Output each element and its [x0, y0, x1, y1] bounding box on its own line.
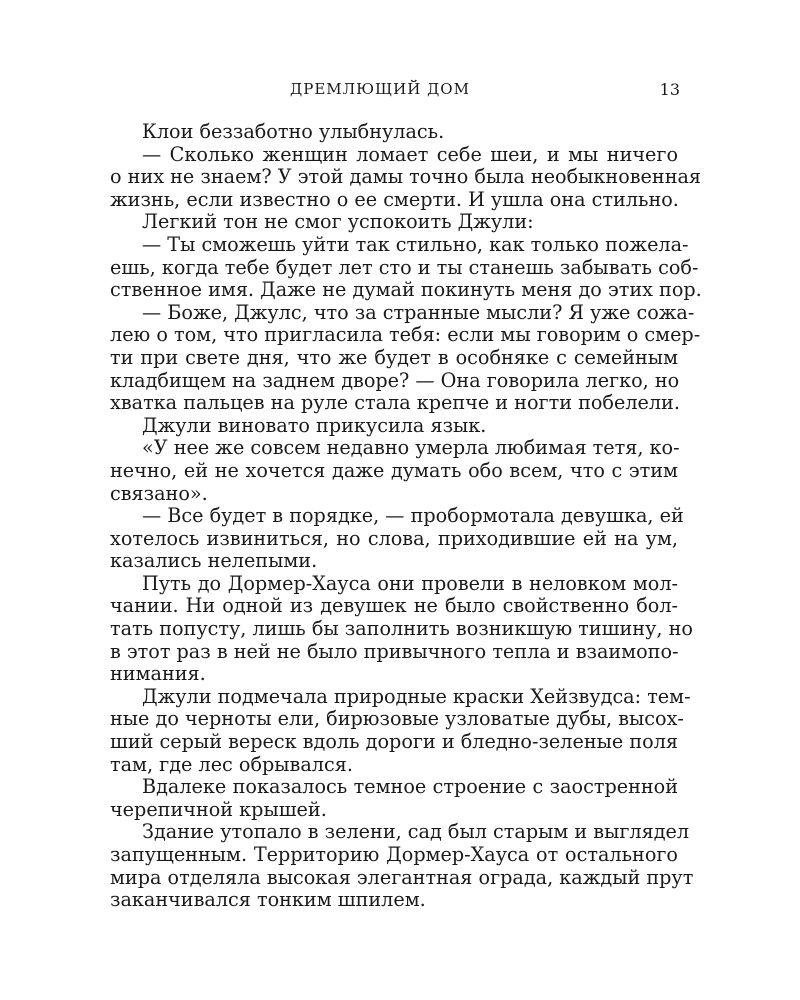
text-line: ешь, когда тебе будет лет сто и ты станешь забывать соб- [110, 255, 699, 279]
text-line: о них не знаем? У этой дамы точно была необыкновенная [110, 165, 702, 189]
running-head [110, 78, 680, 102]
text-line: тать попусту, лишь бы заполнить возникшую тишину, но [110, 617, 693, 641]
text-line: хотелось извиниться, но слова, приходившие ей на ум, [110, 526, 678, 550]
text-line: черепичной крышей. [110, 797, 327, 821]
text-line: кладбищем на заднем дворе? — Она говорила легко, но [110, 368, 680, 392]
text-line: жизнь, если известно о ее смерти. И ушла она стильно. [110, 187, 679, 211]
page-number: 13 [659, 80, 680, 99]
text-line: Джули подмечала природные краски Хейзвудса: тем- [142, 684, 691, 708]
body-text [110, 120, 702, 912]
running-title: ДРЕМЛЮЩИЙ ДОМ [290, 80, 470, 98]
text-line: ные до черноты ели, бирюзовые узловатые дубы, высох- [110, 707, 684, 731]
text-line: хватка пальцев на руле стала крепче и ногти побелели. [110, 391, 680, 415]
text-line: Вдалеке показалось темное строение с заостренной [142, 775, 678, 799]
text-line: — Ты сможешь уйти так стильно, как только пожела- [142, 232, 689, 256]
text-line: — Все будет в порядке, — пробормотала девушка, ей [142, 504, 684, 528]
text-line: Здание утопало в зелени, сад был старым и выглядел [142, 820, 690, 844]
text-line: ший серый вереск вдоль дороги и бледно-зеленые поля [110, 730, 678, 754]
text-line: Легкий тон не смог успокоить Джули: [142, 210, 534, 234]
text-line: ственное имя. Даже не думай покинуть меня до этих пор. [110, 278, 702, 302]
text-line: — Сколько женщин ломает себе шеи, и мы ничего [142, 142, 678, 166]
text-line: связано». [110, 481, 208, 505]
text-line: Джули виновато прикусила язык. [142, 413, 487, 437]
text-line: Путь до Дормер-Хауса они провели в неловком мол- [142, 571, 678, 595]
text-line: заканчивался тонким шпилем. [110, 888, 426, 912]
text-line: запущенным. Территорию Дормер-Хауса от остального [110, 843, 678, 866]
text-line: чании. Ни одной из девушек не было свойственно бол- [110, 594, 678, 618]
text-line: в этот раз в ней не было привычного тепла и взаимопо- [110, 639, 679, 663]
text-line: ти при свете дня, что же будет в особняке с семейным [110, 345, 678, 369]
text-line: лею о том, что пригласила тебя: если мы говорим о смер- [110, 323, 701, 347]
text-line: мира отделяла высокая элегантная ограда, каждый прут [110, 865, 694, 889]
text-line: нимания. [110, 662, 206, 686]
text-line: Клои беззаботно улыбнулась. [142, 120, 445, 143]
text-line: «У нее же совсем недавно умерла любимая тетя, ко- [142, 436, 680, 460]
text-line: там, где лес обрывался. [110, 752, 353, 776]
text-line: — Боже, Джулс, что за странные мысли? Я уже сожа- [142, 300, 695, 324]
text-line: нечно, ей не хочется даже думать обо всем, что с этим [110, 458, 678, 482]
text-line: казались нелепыми. [110, 549, 318, 573]
